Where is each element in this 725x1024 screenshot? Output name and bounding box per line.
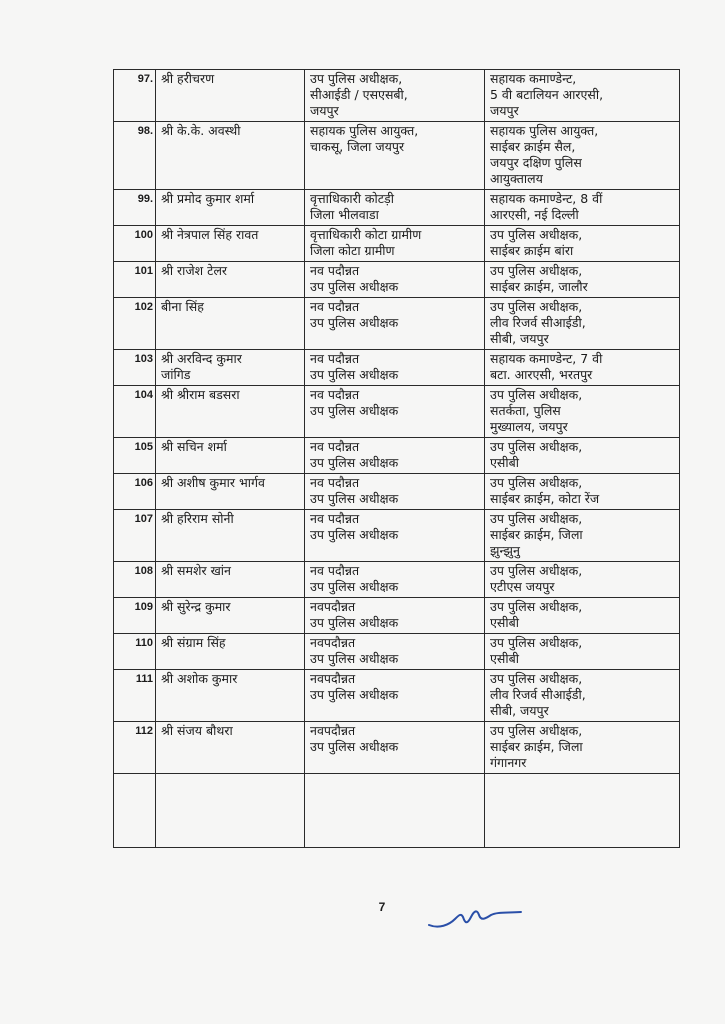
officer-name: श्री अशोक कुमार — [156, 670, 305, 722]
table-row — [114, 562, 680, 598]
new-posting: उप पुलिस अधीक्षक, एसीबी — [485, 634, 680, 670]
current-posting: नवपदौन्नत उप पुलिस अधीक्षक — [305, 722, 485, 774]
row-number: 100 — [114, 226, 156, 262]
table-row — [114, 722, 680, 774]
empty-cell — [305, 774, 485, 848]
officer-name: श्री हरीचरण — [156, 70, 305, 122]
row-number: 105 — [114, 438, 156, 474]
current-posting: नव पदौन्नत उप पुलिस अधीक्षक — [305, 510, 485, 562]
new-posting: उप पुलिस अधीक्षक, लीव रिजर्व सीआईडी, सीबी, जयपुर — [485, 298, 680, 350]
transfer-table — [113, 69, 680, 848]
row-number: 98. — [114, 122, 156, 190]
new-posting: उप पुलिस अधीक्षक, एसीबी — [485, 438, 680, 474]
row-number: 104 — [114, 386, 156, 438]
officer-name: श्री हरिराम सोनी — [156, 510, 305, 562]
table-row — [114, 634, 680, 670]
table-row — [114, 510, 680, 562]
table-row — [114, 122, 680, 190]
current-posting: सहायक पुलिस आयुक्त, चाकसू, जिला जयपुर — [305, 122, 485, 190]
officer-name: बीना सिंह — [156, 298, 305, 350]
row-number: 97. — [114, 70, 156, 122]
current-posting: नव पदौन्नत उप पुलिस अधीक्षक — [305, 438, 485, 474]
table-row — [114, 298, 680, 350]
current-posting: नवपदौन्नत उप पुलिस अधीक्षक — [305, 598, 485, 634]
table-row — [114, 386, 680, 438]
row-number: 101 — [114, 262, 156, 298]
transfer-table-body — [114, 70, 680, 848]
current-posting: नव पदौन्नत उप पुलिस अधीक्षक — [305, 298, 485, 350]
officer-name: श्री समशेर खांन — [156, 562, 305, 598]
row-number: 111 — [114, 670, 156, 722]
table-row — [114, 226, 680, 262]
current-posting: वृत्ताधिकारी कोटड़ी जिला भीलवाडा — [305, 190, 485, 226]
officer-name: श्री अशीष कुमार भार्गव — [156, 474, 305, 510]
empty-cell — [114, 774, 156, 848]
current-posting: नव पदौन्नत उप पुलिस अधीक्षक — [305, 386, 485, 438]
table-row — [114, 670, 680, 722]
row-number: 108 — [114, 562, 156, 598]
row-number: 106 — [114, 474, 156, 510]
new-posting: उप पुलिस अधीक्षक, साईबर क्राईम बांरा — [485, 226, 680, 262]
new-posting: सहायक कमाण्डेन्ट, 8 वीं आरएसी, नई दिल्ली — [485, 190, 680, 226]
current-posting: नव पदौन्नत उप पुलिस अधीक्षक — [305, 562, 485, 598]
row-number: 109 — [114, 598, 156, 634]
new-posting: उप पुलिस अधीक्षक, एसीबी — [485, 598, 680, 634]
new-posting: सहायक कमाण्डेन्ट, 7 वी बटा. आरएसी, भरतपुर — [485, 350, 680, 386]
empty-cell — [156, 774, 305, 848]
officer-name: श्री संग्राम सिंह — [156, 634, 305, 670]
officer-name: श्री सुरेन्द्र कुमार — [156, 598, 305, 634]
officer-name: श्री के.के. अवस्थी — [156, 122, 305, 190]
row-number: 107 — [114, 510, 156, 562]
new-posting: उप पुलिस अधीक्षक, साईबर क्राईम, कोटा रेंज — [485, 474, 680, 510]
officer-name: श्री प्रमोद कुमार शर्मा — [156, 190, 305, 226]
officer-name: श्री नेत्रपाल सिंह रावत — [156, 226, 305, 262]
table-row — [114, 262, 680, 298]
table-row — [114, 70, 680, 122]
empty-cell — [485, 774, 680, 848]
officer-name: श्री राजेश टेलर — [156, 262, 305, 298]
current-posting: नवपदौन्नत उप पुलिस अधीक्षक — [305, 634, 485, 670]
table-row — [114, 598, 680, 634]
row-number: 112 — [114, 722, 156, 774]
officer-name: श्री सचिन शर्मा — [156, 438, 305, 474]
row-number: 103 — [114, 350, 156, 386]
new-posting: उप पुलिस अधीक्षक, साईबर क्राईम, जालौर — [485, 262, 680, 298]
signature-icon — [425, 903, 525, 931]
table-row — [114, 474, 680, 510]
officer-name: श्री अरविन्द कुमार जांगिड — [156, 350, 305, 386]
current-posting: उप पुलिस अधीक्षक, सीआईडी / एसएसबी, जयपुर — [305, 70, 485, 122]
officer-name: श्री संजय बौथरा — [156, 722, 305, 774]
current-posting: नवपदौन्नत उप पुलिस अधीक्षक — [305, 670, 485, 722]
current-posting: नव पदौन्नत उप पुलिस अधीक्षक — [305, 350, 485, 386]
new-posting: सहायक कमाण्डेन्ट, 5 वी बटालियन आरएसी, जयपुर — [485, 70, 680, 122]
current-posting: नव पदौन्नत उप पुलिस अधीक्षक — [305, 262, 485, 298]
empty-row — [114, 774, 680, 848]
new-posting: उप पुलिस अधीक्षक, साईबर क्राईम, जिला झुन्झुनु — [485, 510, 680, 562]
table-row — [114, 190, 680, 226]
officer-name: श्री श्रीराम बडसरा — [156, 386, 305, 438]
row-number: 102 — [114, 298, 156, 350]
new-posting: उप पुलिस अधीक्षक, साईबर क्राईम, जिला गंगानगर — [485, 722, 680, 774]
table-row — [114, 350, 680, 386]
new-posting: उप पुलिस अधीक्षक, सतर्कता, पुलिस मुख्यालय, जयपुर — [485, 386, 680, 438]
new-posting: उप पुलिस अधीक्षक, लीव रिजर्व सीआईडी, सीबी, जयपुर — [485, 670, 680, 722]
table-row — [114, 438, 680, 474]
current-posting: नव पदौन्नत उप पुलिस अधीक्षक — [305, 474, 485, 510]
row-number: 99. — [114, 190, 156, 226]
current-posting: वृत्ताधिकारी कोटा ग्रामीण जिला कोटा ग्रामीण — [305, 226, 485, 262]
row-number: 110 — [114, 634, 156, 670]
new-posting: सहायक पुलिस आयुक्त, साईबर क्राईम सैल, जयपुर दक्षिण पुलिस आयुक्तालय — [485, 122, 680, 190]
page-number: 7 — [378, 900, 386, 914]
new-posting: उप पुलिस अधीक्षक, एटीएस जयपुर — [485, 562, 680, 598]
